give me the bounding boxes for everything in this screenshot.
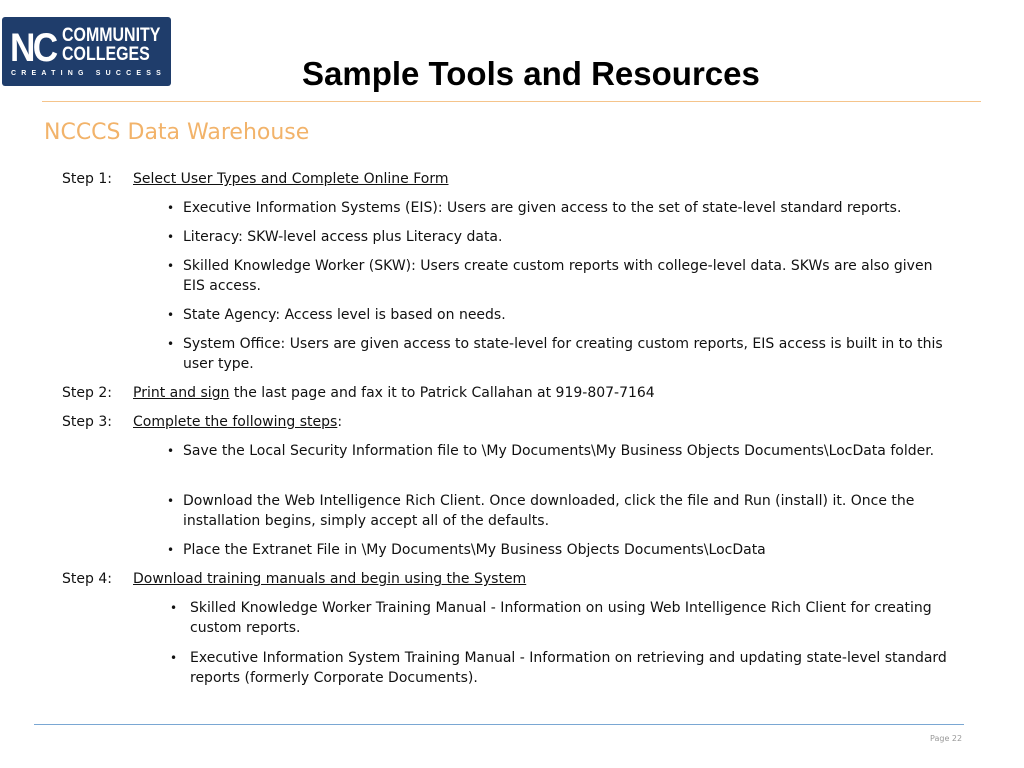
step-2-label: Step 2: <box>62 385 112 401</box>
step-3-link[interactable]: Complete the following steps <box>133 414 338 430</box>
step-2-text <box>133 383 655 403</box>
step-4-bullet-skw-manual: • Skilled Knowledge Worker Training Manual - Information on using Web Intelligence Rich Client for creating custom reports. <box>190 598 960 638</box>
step-4-text <box>133 569 526 589</box>
step-1-link[interactable]: Select User Types and Complete Online Form <box>133 171 449 187</box>
step-1-bullet-eis: • Executive Information Systems (EIS): Users are given access to the set of state-level standard reports. <box>183 198 973 218</box>
step-1-bullet-state-agency: • State Agency: Access level is based on needs. <box>183 305 973 325</box>
logo-community-text: COMMUNITY <box>62 25 161 46</box>
step-4-label: Step 4: <box>62 571 112 587</box>
page-number: Page 22 <box>930 734 963 743</box>
step-1-bullet-skw: • Skilled Knowledge Worker (SKW): Users create custom reports with college-level data. SKWs are also given EIS access. <box>183 256 953 296</box>
logo-nc-letters: NC <box>10 26 56 70</box>
step-3-bullet-security-file: • Save the Local Security Information file to \My Documents\My Business Objects Documents\LocData folder. <box>183 441 958 461</box>
step-1-bullet-system-office: • System Office: Users are given access to state-level for creating custom reports, EIS access is built in to this user type. <box>183 334 973 374</box>
step-3-rest: : <box>337 414 343 430</box>
step-1-text <box>133 169 449 189</box>
logo-tagline: CREATING SUCCESS <box>11 70 167 77</box>
nc-community-colleges-logo <box>2 17 171 86</box>
step-3-text <box>133 412 342 432</box>
step-3-label: Step 3: <box>62 414 112 430</box>
step-3-bullet-extranet-file: • Place the Extranet File in \My Documents\My Business Objects Documents\LocData <box>183 540 973 560</box>
step-1-bullet-literacy: • Literacy: SKW-level access plus Literacy data. <box>183 227 973 247</box>
step-4-bullet-eis-manual: • Executive Information System Training Manual - Information on retrieving and updating state-level standard reports (formerly Corporate Documents). <box>190 648 960 688</box>
footer-divider <box>34 724 964 725</box>
section-subtitle: NCCCS Data Warehouse <box>44 120 310 145</box>
title-divider <box>42 101 981 102</box>
step-1-label: Step 1: <box>62 171 112 187</box>
step-4-link[interactable]: Download training manuals and begin using the System <box>133 571 527 587</box>
page-title: Sample Tools and Resources <box>302 55 760 92</box>
step-2-link[interactable]: Print and sign <box>133 385 230 401</box>
step-2-rest: the last page and fax it to Patrick Callahan at 919-807-7164 <box>229 385 655 401</box>
logo-colleges-text: COLLEGES <box>62 44 150 65</box>
step-3-bullet-rich-client: • Download the Web Intelligence Rich Client. Once downloaded, click the file and Run (install) it. Once the installation begins, simply accept all of the defaults. <box>183 491 958 531</box>
